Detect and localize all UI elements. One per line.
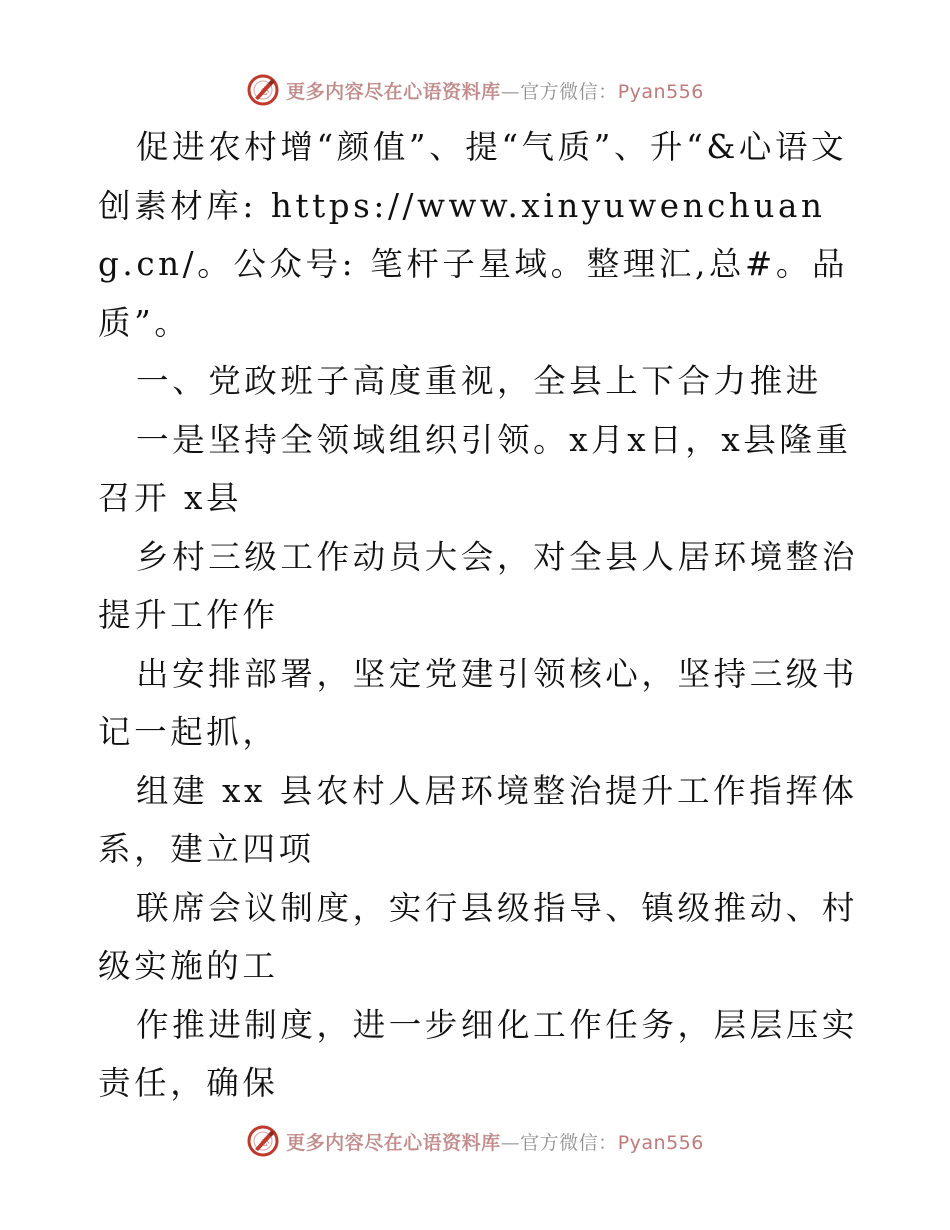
document-body (98, 118, 858, 1113)
paragraph-7: 联席会议制度，实行县级指导、镇级推动、村级实施的工 (98, 888, 859, 985)
paragraph-5: 出安排部署，坚定党建引领核心，坚持三级书记一起抓， (98, 654, 859, 751)
watermark-official-label: 官方微信： (520, 1131, 618, 1154)
svg-text:心: 心 (260, 87, 270, 97)
header-watermark (0, 70, 950, 110)
watermark-brand: 更多内容尽在心语资料库 (286, 1131, 501, 1154)
paragraph-3: 一是坚持全领域组织引领。x月x日，x县隆重召开 x县 (98, 420, 852, 517)
paragraph-4: 乡村三级工作动员大会，对全县人居环境整治提升工作作 (98, 537, 859, 634)
paragraph-8: 作推进制度，进一步细化工作任务，层层压实责任，确保 (98, 1005, 859, 1102)
watermark-separator: — (500, 80, 521, 103)
watermark-official-label: 官方微信： (520, 80, 618, 103)
footer-watermark (0, 1121, 950, 1161)
paragraph-1: 促进农村增“颜值”、提“气质”、升“&心语文创素材库: https://www.xinyuwenchuang.cn/。公众号: 笔杆子星域。整理汇,总#。品质”。 (98, 128, 849, 342)
paragraph-section-heading: 一、党政班子高度重视，全县上下合力推进 (136, 362, 822, 400)
watermark-wechat-id: Pyan556 (617, 1131, 704, 1154)
pen-circle-logo-icon (246, 1124, 280, 1158)
watermark-brand: 更多内容尽在心语资料库 (286, 80, 501, 103)
watermark-text (286, 77, 704, 104)
svg-text:心: 心 (260, 1138, 270, 1148)
watermark-text (286, 1128, 704, 1155)
watermark-separator: — (500, 1131, 521, 1154)
paragraph-6: 组建 xx 县农村人居环境整治提升工作指挥体系，建立四项 (98, 771, 858, 868)
watermark-wechat-id: Pyan556 (617, 80, 704, 103)
pen-circle-logo-icon (246, 73, 280, 107)
